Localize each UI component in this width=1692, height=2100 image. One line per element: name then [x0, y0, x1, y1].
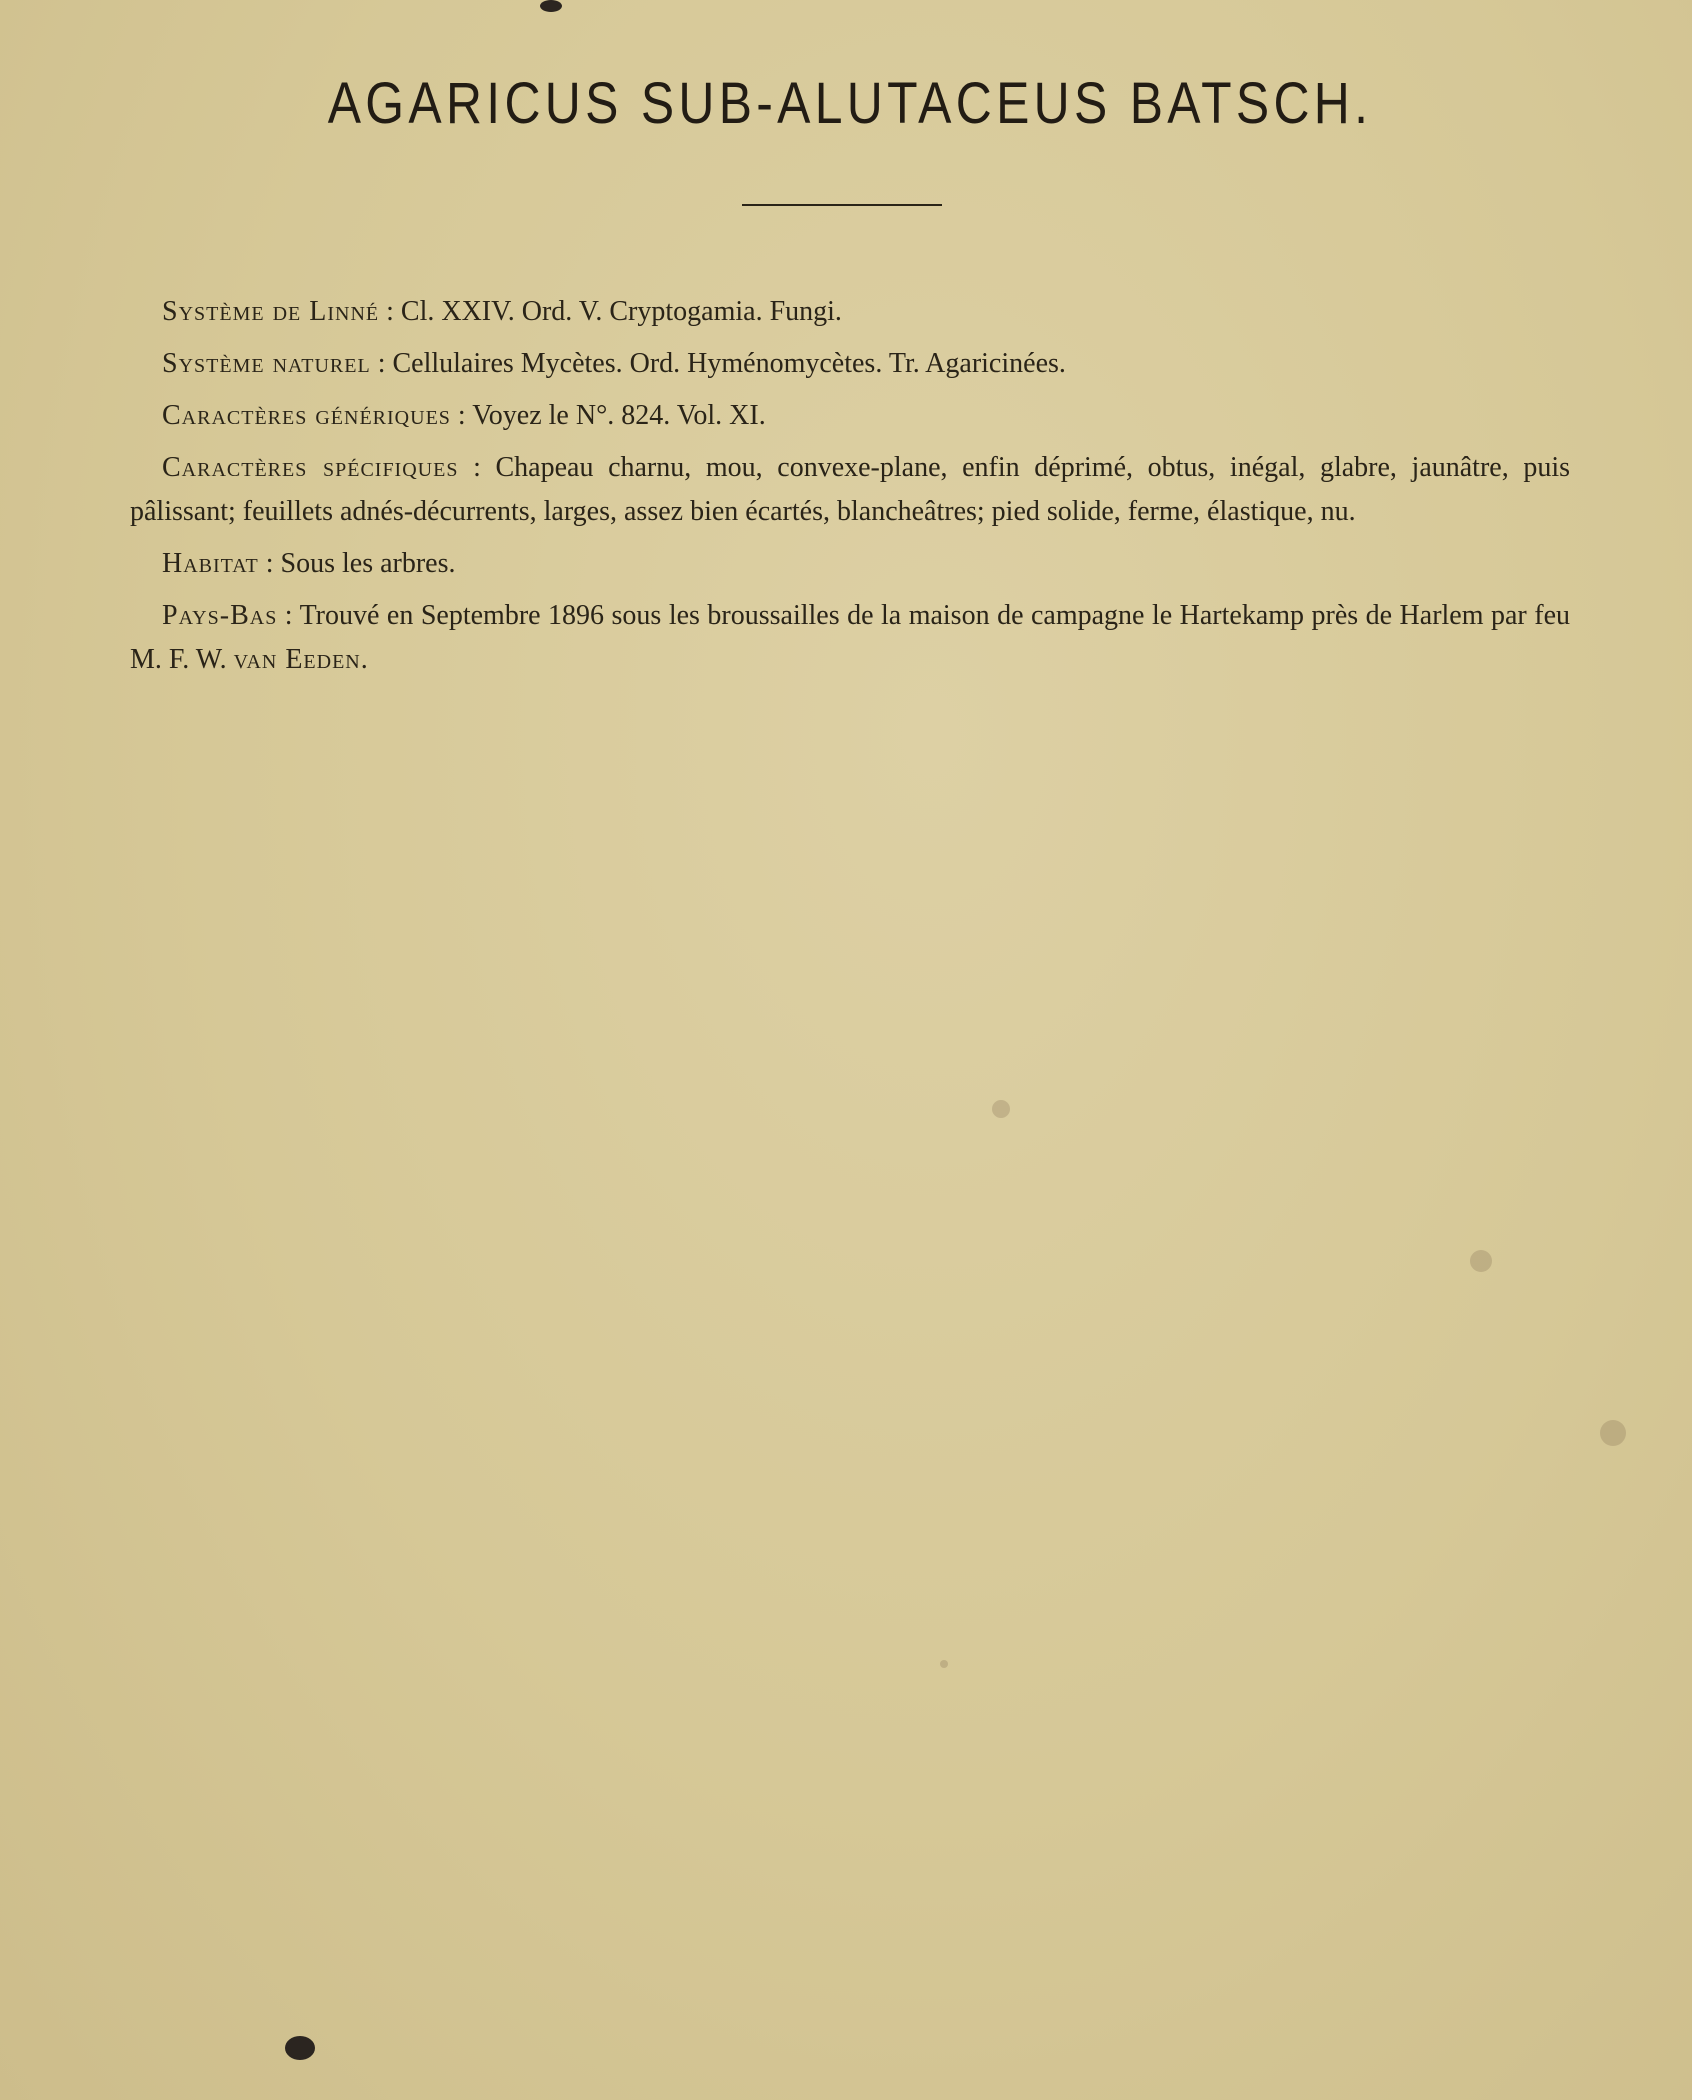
page-title: AGARICUS SUB-ALUTACEUS BATSCH.	[327, 71, 1373, 136]
ink-spot-top	[540, 0, 562, 12]
paper-stain	[1470, 1250, 1492, 1272]
paper-stain	[992, 1100, 1010, 1118]
paper-stain	[1600, 1420, 1626, 1446]
entry-caracteres-generiques: Caractères génériques : Voyez le N°. 824. Vol. XI.	[162, 400, 766, 431]
entry-text: Voyez le N°. 824. Vol. XI.	[472, 400, 766, 431]
entry-text: Trouvé en Septembre 1896 sous les broussailles de la maison de campagne le Hartekamp près de Harlem par feu M. F. W.	[130, 600, 1570, 675]
title-divider	[742, 204, 942, 206]
entry-linne: Système de Linné : Cl. XXIV. Ord. V. Cryptogamia. Fungi.	[162, 296, 842, 327]
entry-pays-bas: Pays-Bas : Trouvé en Septembre 1896 sous les broussailles de la maison de campagne le Hartekamp près de Harlem par feu M. F. W. van Eeden.	[130, 600, 1570, 675]
entry-label: Caractères spécifiques	[162, 452, 459, 483]
entry-text: Cellulaires Mycètes. Ord. Hyménomycètes. Tr. Agaricinées.	[392, 348, 1066, 379]
entry-habitat: Habitat : Sous les arbres.	[162, 548, 456, 579]
entry-label: Caractères génériques	[162, 400, 451, 431]
ink-spot-bottom	[285, 2036, 315, 2060]
entry-label: Système de Linné	[162, 296, 380, 327]
entry-caracteres-specifiques: Caractères spécifiques : Chapeau charnu, mou, convexe-plane, enfin déprimé, obtus, inégal, glabre, jaunâtre, puis pâlissant; feuillets adnés-décurrents, larges, assez bien écartés, blancheâtres; pied solide, ferme, élastique, nu.	[130, 452, 1571, 527]
entry-label: Système naturel	[162, 348, 371, 379]
entry-text: Sous les arbres.	[280, 548, 456, 579]
paper-stain	[940, 1660, 948, 1668]
entry-label: Habitat	[162, 548, 259, 579]
entry-text: Cl. XXIV. Ord. V. Cryptogamia. Fungi.	[400, 296, 842, 327]
entry-label: Pays-Bas	[162, 600, 278, 631]
entry-text: Chapeau charnu, mou, convexe-plane, enfin déprimé, obtus, inégal, glabre, jaunâtre, puis pâlissant; feuillets adnés-décurrents, larges, assez bien écartés, blancheâtres; pied solide, ferme, élastique, nu.	[130, 452, 1571, 527]
description-body	[130, 290, 1570, 690]
author-name: van Eeden.	[233, 644, 369, 675]
entry-systeme-naturel: Système naturel : Cellulaires Mycètes. Ord. Hyménomycètes. Tr. Agaricinées.	[162, 348, 1066, 379]
